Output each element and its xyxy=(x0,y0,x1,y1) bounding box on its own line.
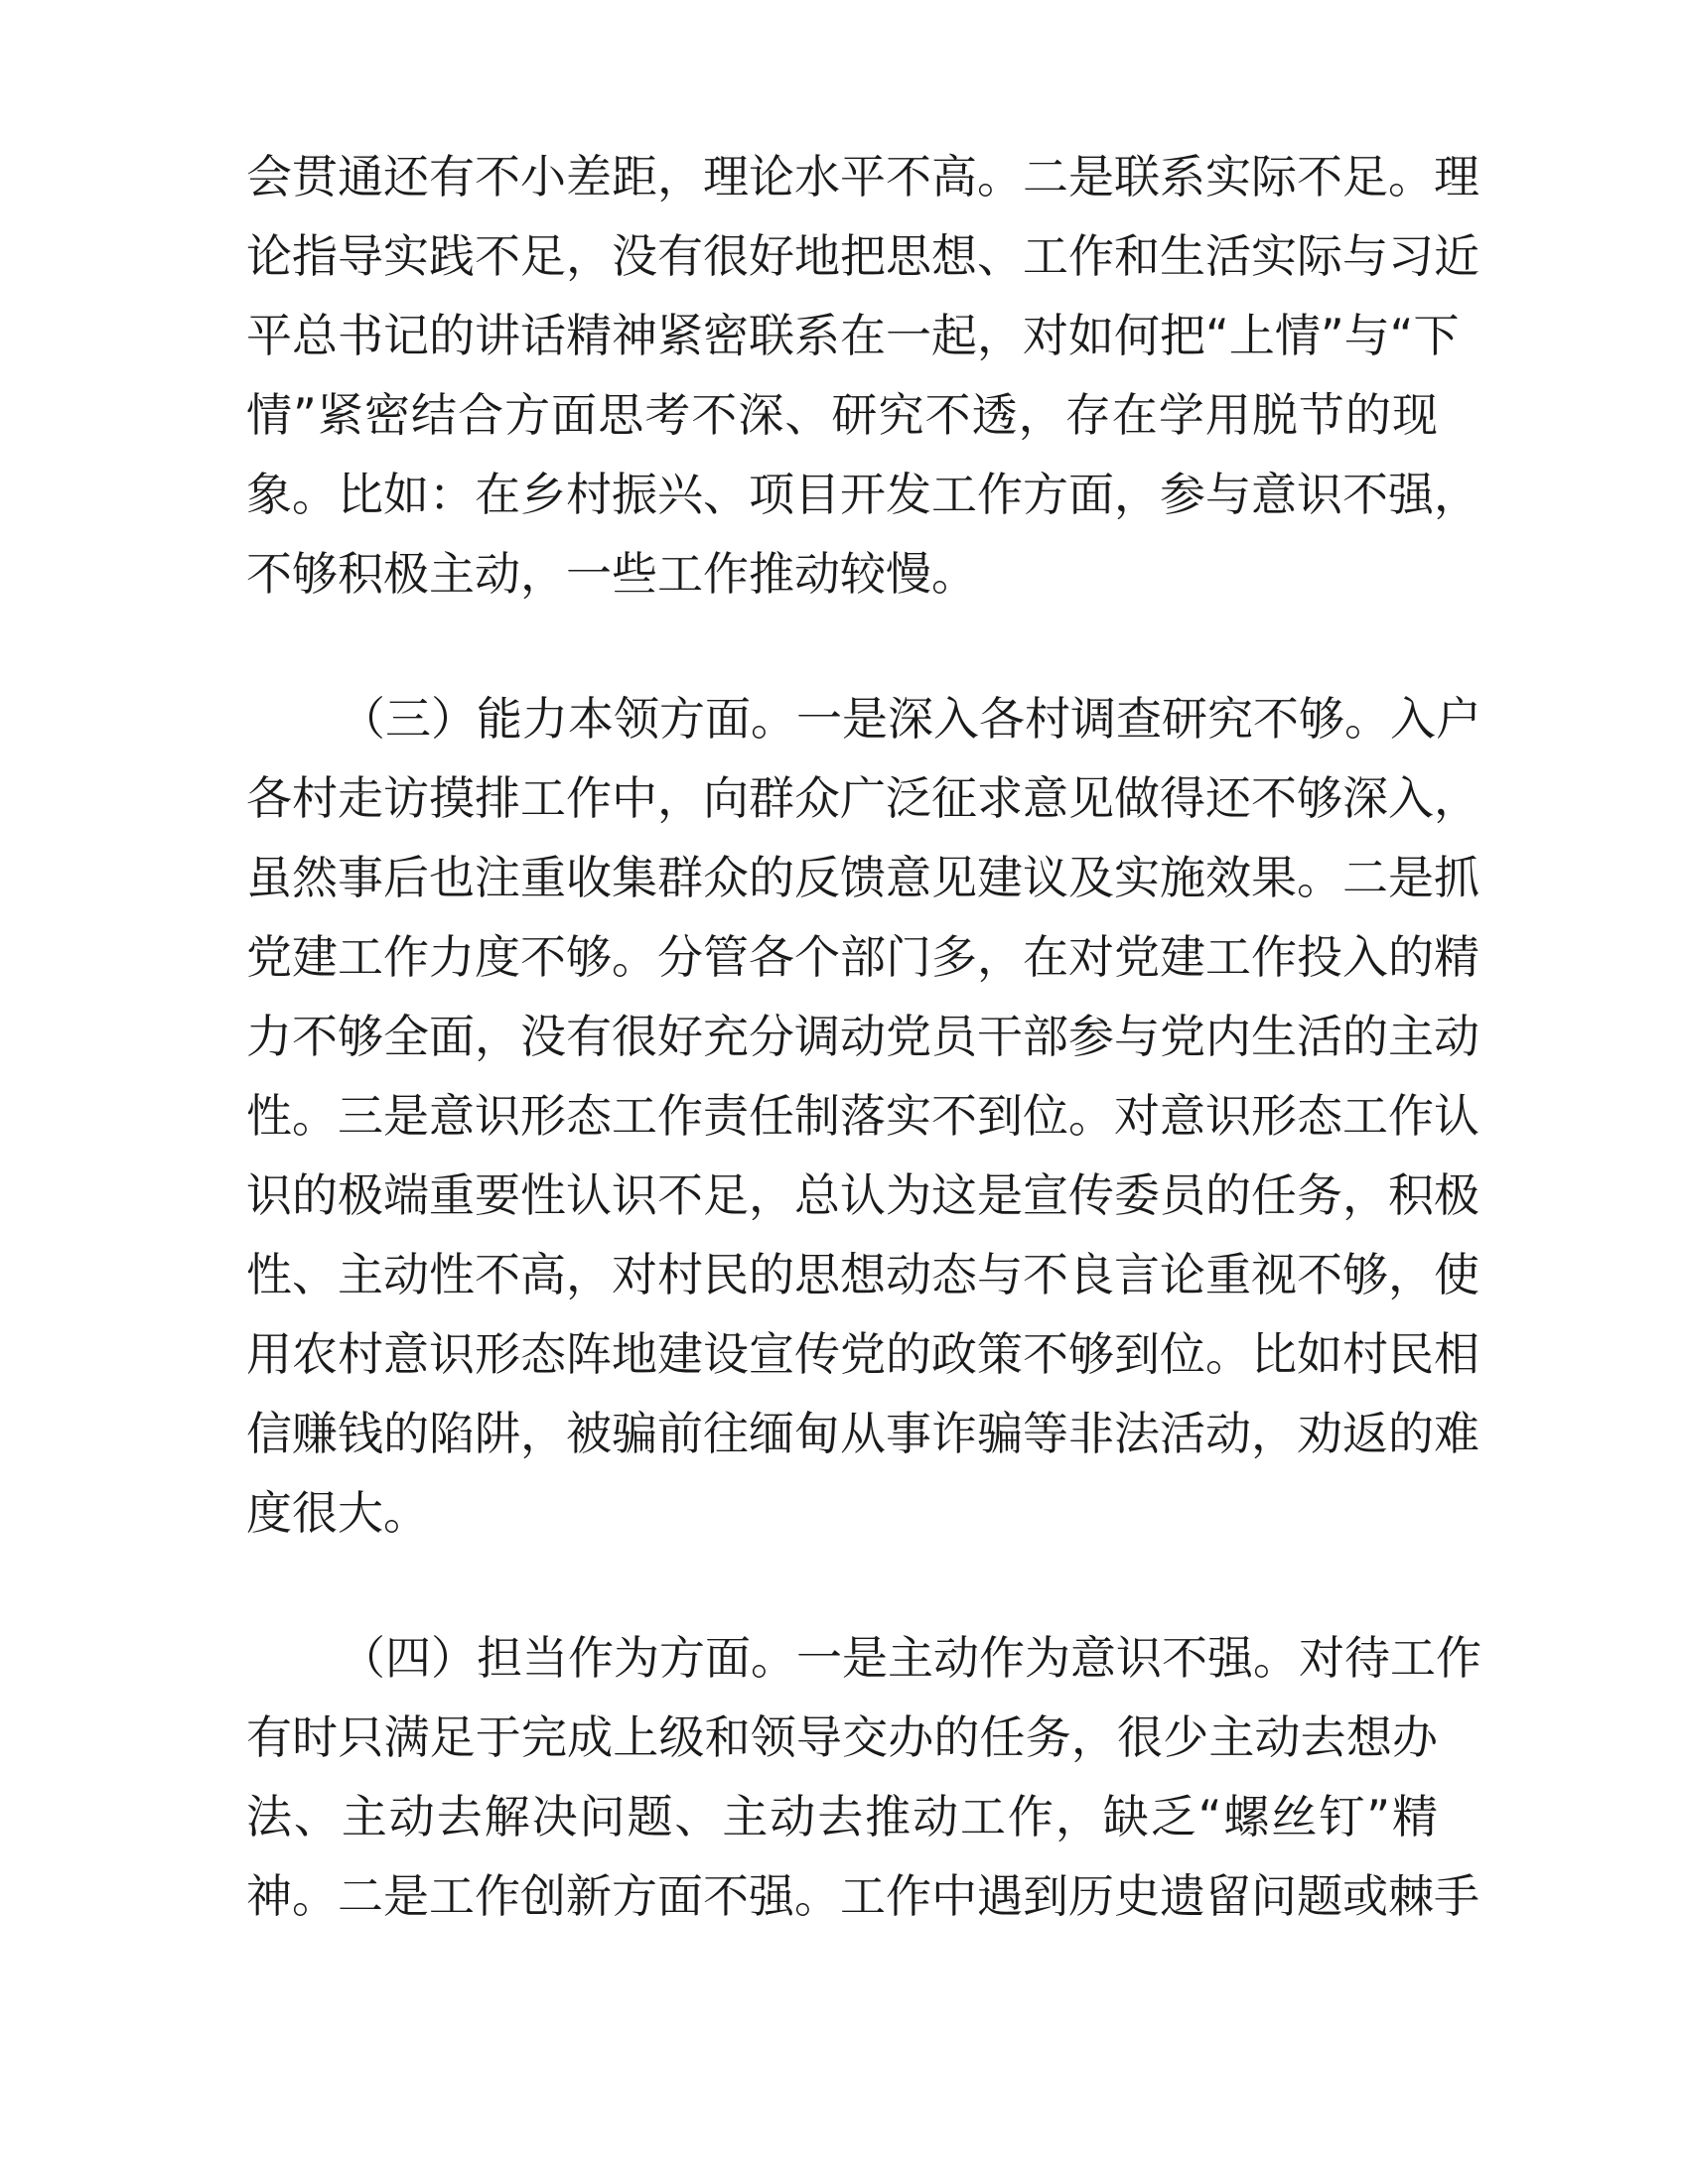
text-line: 平总书记的讲话精神紧密联系在一起，对如何把“上情”与“下 xyxy=(246,309,1460,362)
text-line: 力不够全面，没有很好充分调动党员干部参与党内生活的主动 xyxy=(246,1010,1479,1063)
text-line: 信赚钱的陷阱，被骗前往缅甸从事诈骗等非法活动，劝返的难 xyxy=(246,1407,1479,1460)
text-line: 不够积极主动，一些工作推动较慢。 xyxy=(246,547,977,601)
text-line: 神。二是工作创新方面不强。工作中遇到历史遗留问题或棘手 xyxy=(246,1869,1479,1923)
text-line: 用农村意识形态阵地建设宣传党的政策不够到位。比如村民相 xyxy=(246,1327,1479,1381)
text-line: 会贯通还有不小差距，理论水平不高。二是联系实际不足。理 xyxy=(246,150,1479,204)
text-line: 各村走访摸排工作中，向群众广泛征求意见做得还不够深入， xyxy=(246,771,1479,825)
text-line: （四）担当作为方面。一是主动作为意识不强。对待工作 xyxy=(340,1631,1481,1685)
text-line: 性、主动性不高，对村民的思想动态与不良言论重视不够，使 xyxy=(246,1248,1479,1301)
text-line: 法、主动去解决问题、主动去推动工作，缺乏“螺丝钉”精 xyxy=(246,1790,1438,1843)
text-line: （三）能力本领方面。一是深入各村调查研究不够。入户 xyxy=(340,692,1481,746)
text-line: 论指导实践不足，没有很好地把思想、工作和生活实际与习近 xyxy=(246,229,1479,283)
text-line: 虽然事后也注重收集群众的反馈意见建议及实施效果。二是抓 xyxy=(246,851,1479,904)
text-line: 度很大。 xyxy=(246,1486,429,1540)
text-line: 有时只满足于完成上级和领导交办的任务，很少主动去想办 xyxy=(246,1710,1438,1764)
text-line: 情”紧密结合方面思考不深、研究不透，存在学用脱节的现 xyxy=(246,388,1438,442)
text-line: 性。三是意识形态工作责任制落实不到位。对意识形态工作认 xyxy=(246,1089,1479,1143)
text-line: 党建工作力度不够。分管各个部门多，在对党建工作投入的精 xyxy=(246,930,1479,984)
text-line: 象。比如：在乡村振兴、项目开发工作方面，参与意识不强， xyxy=(246,468,1479,521)
text-line: 识的极端重要性认识不足，总认为这是宣传委员的任务，积极 xyxy=(246,1168,1479,1222)
